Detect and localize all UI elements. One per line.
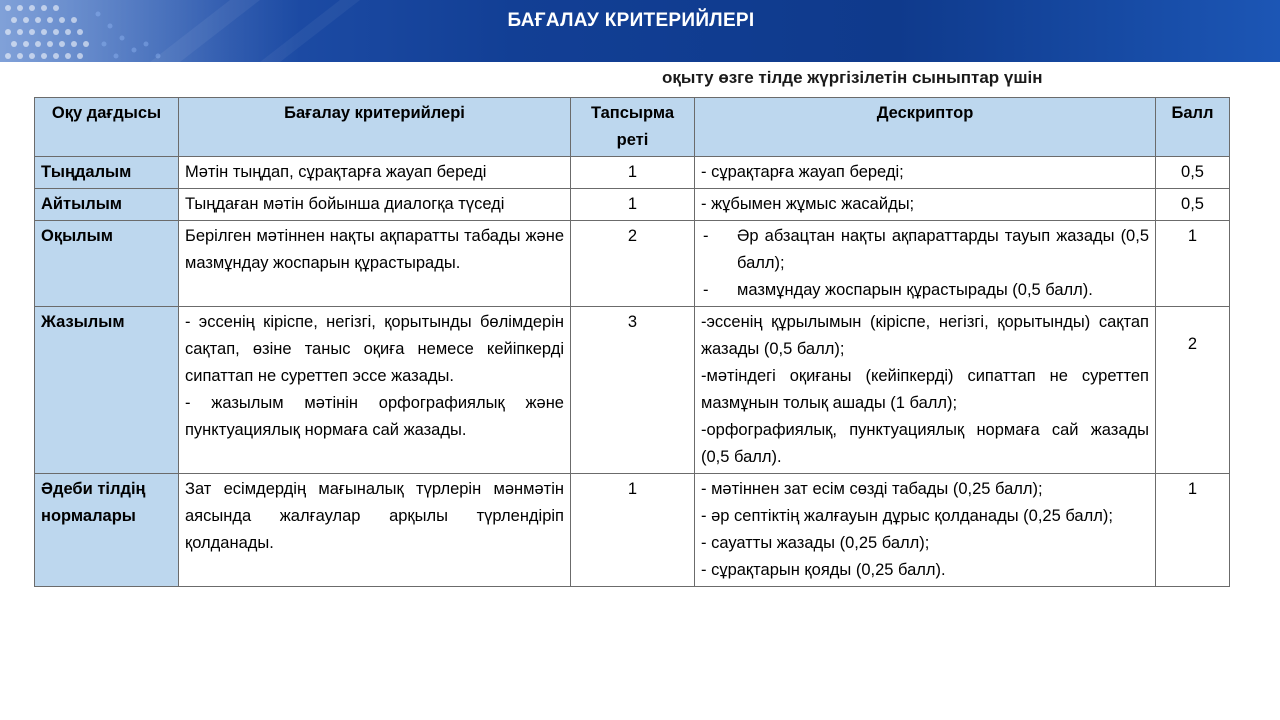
subtitle: оқыту өзге тілде жүргізілетін сыныптар үшін (662, 68, 1043, 87)
page-title: БАҒАЛАУ КРИТЕРИЙЛЕРІ (507, 10, 755, 31)
skill-cell: Әдеби тілдің нормалары (35, 474, 179, 587)
score-cell: 0,5 (1156, 189, 1230, 221)
score-cell: 1 (1156, 474, 1230, 587)
column-header-score: Балл (1156, 98, 1230, 157)
table-row (35, 157, 1230, 189)
column-header-skill: Оқу дағдысы (35, 98, 179, 157)
descriptor-line: - сұрақтарға жауап береді; (701, 163, 904, 181)
criterion-cell: Берілген мәтіннен нақты ақпаратты табады және мазмұндау жоспарын құрастырады. (179, 221, 571, 307)
skill-cell: Жазылым (35, 307, 179, 474)
criterion-cell: Зат есімдердің мағыналық түрлерін мәнмәтін аясында жалғаулар арқылы түрлендіріп қолданады. (179, 474, 571, 587)
descriptor-line: - мәтіннен зат есім сөзді табады (0,25 балл); (701, 480, 1043, 498)
column-header-descriptor: Дескриптор (695, 98, 1156, 157)
criterion-line: - жазылым мәтінін орфографиялық және пунктуациялық нормаға сай жазады. (185, 394, 564, 439)
score-cell: 0,5 (1156, 157, 1230, 189)
descriptor-line: - Әр абзацтан нақты ақпараттарды тауып жазады (0,5 балл); (737, 223, 1149, 277)
descriptor-line: -эссенің құрылымын (кіріспе, негізгі, қорытынды) сақтап жазады (0,5 балл); (701, 313, 1149, 358)
descriptor-cell (695, 221, 1156, 307)
skill-cell: Оқылым (35, 221, 179, 307)
descriptor-list (701, 223, 1149, 304)
criteria-table (34, 97, 1230, 587)
score-cell: 1 (1156, 221, 1230, 307)
descriptor-line: - мазмұндау жоспарын құрастырады (0,5 балл). (737, 277, 1149, 304)
criterion-cell (179, 307, 571, 474)
column-header-task-order: Тапсырма реті (571, 98, 695, 157)
column-header-criteria: Бағалау критерийлері (179, 98, 571, 157)
skill-cell: Тыңдалым (35, 157, 179, 189)
criterion-line: - эссенің кіріспе, негізгі, қорытынды бөлімдерін сақтап, өзіне таныс оқиға немесе кейіпкерді сипаттап не суреттеп эссе жазады. (185, 313, 564, 385)
header-banner (0, 0, 1280, 62)
criterion-cell: Тыңдаған мәтін бойынша диалогқа түседі (179, 189, 571, 221)
descriptor-cell (695, 157, 1156, 189)
descriptor-line: - жұбымен жұмыс жасайды; (701, 195, 915, 213)
score-cell: 2 (1156, 307, 1230, 474)
task-order-cell: 1 (571, 157, 695, 189)
table-row (35, 189, 1230, 221)
descriptor-line: -орфографиялық, пунктуациялық нормаға сай жазады (0,5 балл). (701, 421, 1149, 466)
task-order-cell: 2 (571, 221, 695, 307)
descriptor-line: - әр септіктің жалғауын дұрыс қолданады (0,25 балл); (701, 507, 1113, 525)
descriptor-line: - сауатты жазады (0,25 балл); (701, 534, 930, 552)
task-order-cell: 1 (571, 474, 695, 587)
task-order-cell: 1 (571, 189, 695, 221)
descriptor-cell (695, 307, 1156, 474)
descriptor-line: -мәтіндегі оқиғаны (кейіпкерді) сипаттап не суреттеп мазмұнын толық ашады (1 балл); (701, 367, 1149, 412)
table-row (35, 474, 1230, 587)
descriptor-cell (695, 189, 1156, 221)
task-order-cell: 3 (571, 307, 695, 474)
descriptor-cell (695, 474, 1156, 587)
skill-cell: Айтылым (35, 189, 179, 221)
descriptor-line: - сұрақтарын қояды (0,25 балл). (701, 561, 946, 579)
table-row (35, 221, 1230, 307)
criterion-cell: Мәтін тыңдап, сұрақтарға жауап береді (179, 157, 571, 189)
table-row (35, 307, 1230, 474)
table-header-row (35, 98, 1230, 157)
